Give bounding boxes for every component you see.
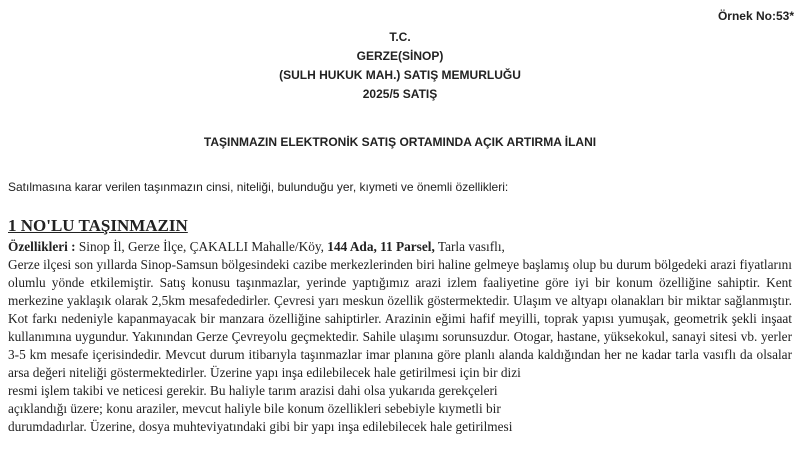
document-header <box>0 28 800 104</box>
description-paragraph: Gerze ilçesi son yıllarda Sinop-Samsun bölgesindeki cazibe merkezlerinden biri haline gelmeye başlamış olup bu durum bölgedeki arazi fiyatlarını olumlu yönde etkilemiştir. Satış konusu taşınmazlar, yerinde yaptığımız arazi izlem faaliyetine göre iyi bir konum özelliğine sahiptir. Kent merkezine yaklaşık olarak 2,5km mesafededirler. Çevresi yarı meskun özellik göstermektedir. Ulaşım ve altyapı olanakları bir miktar sağlanmıştır. Kot farkı nedeniyle kapanmayacak bir manzara özelliğine sahiptirler. Arazinin eğimi hafif meyilli, toprak yapısı yumuşak, geometrik şekli inşaat kullanımına uygundur. Yakınından Gerze Çevreyolu geçmektedir. Sahile ulaşımı sorunsuzdur. Otogar, hastane, yüksekokul, sanayi sitesi vb. yerler 3-5 km mesafe içerisindedir. Mevcut durum itibarıyla taşınmazlar imar planına göre planlı alanda kaldığından her ne kadar tarla vasıflı da olsalar arsa değeri niteliği göstermektedirler. Üzerine yapı inşa edilebilecek hale getirilmesi için bir dizi <box>8 257 792 380</box>
features-label: Özellikleri : <box>8 239 76 254</box>
location-text: Sinop İl, Gerze İlçe, ÇAKALLI Mahalle/Köy, <box>75 239 328 254</box>
description-line-a: resmi işlem takibi ve neticesi gerekir. Bu haliyle tarım arazisi dahi olsa yukarıda gerekçeleri <box>8 383 498 398</box>
announcement-title: TAŞINMAZIN ELEKTRONİK SATIŞ ORTAMINDA AÇIK ARTIRMA İLANI <box>203 135 597 149</box>
header-line-file-no: 2025/5 SATIŞ <box>362 87 438 101</box>
header-line-office: (SULH HUKUK MAH.) SATIŞ MEMURLUĞU <box>279 68 521 82</box>
sample-number: Örnek No:53* <box>717 9 794 23</box>
property-title: 1 NO'LU TAŞINMAZIN <box>8 216 188 235</box>
header-line-location: GERZE(SİNOP) <box>356 49 444 63</box>
property-description <box>8 238 792 436</box>
description-line-c: durumdadırlar. Üzerine, dosya muhteviyatındaki gibi bir yapı inşa edilebilecek hale getirilmesi <box>8 419 513 434</box>
intro-text: Satılmasına karar verilen taşınmazın cinsi, niteliği, bulunduğu yer, kıymeti ve önemli özellikleri: <box>8 180 509 194</box>
features-line <box>8 238 792 256</box>
parcel-text: 144 Ada, 11 Parsel, <box>327 239 435 254</box>
type-text: Tarla vasıflı, <box>434 239 505 254</box>
header-line-tc: T.C. <box>389 30 411 44</box>
description-line-b: açıklandığı üzere; konu araziler, mevcut haliyle bile konum özellikleri sebebiyle kıymetli bir <box>8 401 501 416</box>
